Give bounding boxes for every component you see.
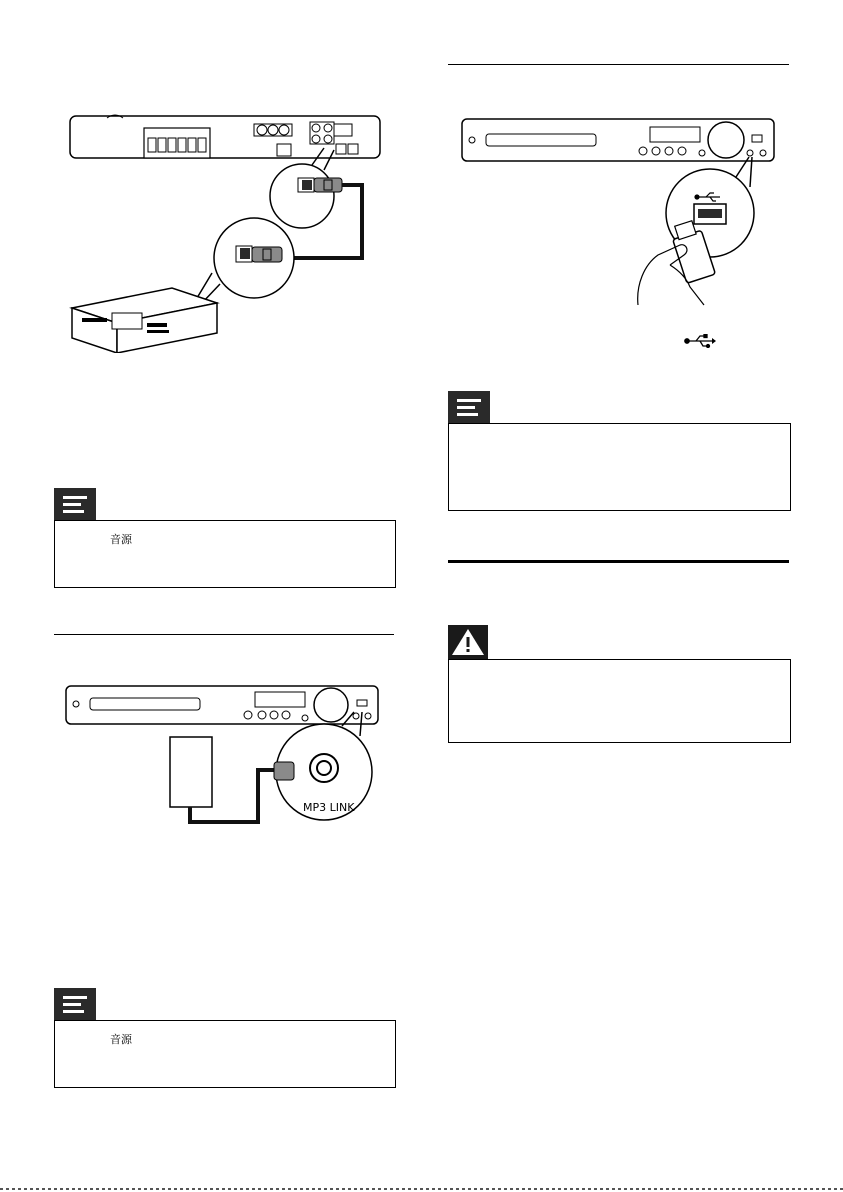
section-divider [448, 64, 789, 65]
warning-box [448, 659, 791, 743]
warning-icon [448, 625, 488, 659]
note-box [54, 1020, 396, 1088]
section-divider-thick [448, 560, 789, 563]
note-icon [448, 391, 490, 423]
note-box [54, 520, 396, 588]
note-box [448, 423, 791, 511]
note-text: 音源 [110, 533, 132, 546]
usb-connection-illustration [458, 115, 788, 315]
page-edge [0, 1188, 843, 1190]
optical-connection-illustration [62, 108, 392, 353]
note-icon [54, 988, 96, 1020]
mp3-link-label: MP3 LINK [303, 801, 355, 814]
section-divider [54, 634, 394, 635]
note-text: 音源 [110, 1033, 132, 1046]
note-icon [54, 488, 96, 520]
usb-icon [684, 334, 716, 348]
